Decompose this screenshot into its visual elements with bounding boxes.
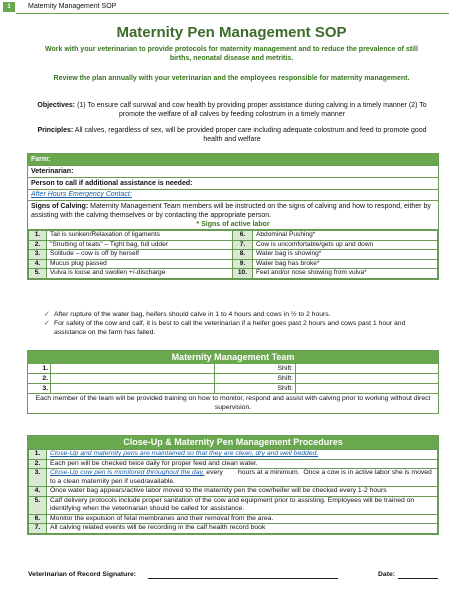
review-text: Review the plan annually with your veterinarian and the employees responsible for maternity management. — [53, 75, 410, 82]
sign-number: 10. — [232, 269, 252, 279]
procedure-row — [29, 450, 438, 460]
team-section — [27, 350, 439, 414]
sign-text: Tail is sunken/Relaxation of ligaments — [47, 231, 233, 241]
sign-number: 9. — [232, 259, 252, 269]
signs-text: Maternity Management Team members will be instructed on the signs of calving and how to respond, either by assisting with the calving themselves or by contacting the appropriate person. — [31, 203, 431, 219]
procedures-section — [27, 435, 439, 535]
objectives — [30, 101, 434, 119]
calving-timing-notes — [44, 311, 434, 338]
procedure-text: Monitor the expulsion of fetal membranes and their removal from the area. — [50, 514, 274, 522]
procedure-number: 6. — [29, 514, 47, 524]
procedure-text-cell — [47, 496, 438, 514]
team-note: Each member of the team will be provided training on how to monitor, respond and assist with calving prior to working without direct supervision. — [35, 395, 431, 411]
sign-number: 8. — [232, 250, 252, 260]
date-field[interactable] — [398, 578, 438, 579]
procedure-text: every hours at a minimum. Once a cow is in active labor she is moved to a clean maternity pen if used/available. — [50, 469, 434, 485]
procedure-number: 7. — [29, 524, 47, 534]
signs-row — [29, 250, 438, 260]
team-row-number: 1. — [42, 365, 48, 372]
procedure-number: 2. — [29, 459, 47, 469]
procedure-text: Once water bag appears/active labor moved to the maternity pen the cow/heifer will be checked every 1-2 hours — [50, 487, 387, 494]
signs-table — [28, 230, 438, 279]
shift-label: Shift: — [277, 375, 293, 382]
after-hours-field[interactable] — [28, 190, 438, 201]
team-member-row — [28, 364, 438, 374]
sign-text: Abdominal Pushing* — [252, 231, 437, 241]
team-member-row — [28, 374, 438, 384]
principles-label: Principles: — [37, 127, 74, 134]
sign-text: Cow is uncomfortable/gets up and down — [252, 240, 437, 250]
page-header — [0, 0, 463, 14]
team-row-number: 3. — [42, 385, 48, 392]
principles — [30, 126, 434, 144]
procedure-text-cell — [47, 450, 438, 460]
shift-label: Shift: — [277, 385, 293, 392]
sign-number: 7. — [232, 240, 252, 250]
sign-number: 6. — [232, 231, 252, 241]
sign-number: 5. — [29, 269, 47, 279]
signs-row — [29, 231, 438, 241]
procedure-text-cell — [47, 514, 438, 524]
signs-row — [29, 240, 438, 250]
header-rule — [16, 13, 449, 14]
sign-number: 2. — [29, 240, 47, 250]
procedure-row — [29, 459, 438, 469]
team-row-number: 2. — [42, 375, 48, 382]
after-hours-link[interactable]: After Hours Emergency Contact: — [31, 191, 132, 198]
sign-text: Feet and/or nose showing from vulva* — [252, 269, 437, 279]
farm-field[interactable] — [28, 154, 438, 166]
signs-of-calving — [28, 201, 438, 230]
procedure-link[interactable]: Close-Up cow pen is monitored throughout the day, — [50, 469, 205, 476]
assistance-label: Person to call if additional assistance is needed: — [31, 180, 193, 187]
procedure-number: 5. — [29, 496, 47, 514]
active-labor-caption: * Signs of active labor — [196, 221, 270, 228]
page-title: Maternity Pen Management SOP — [116, 24, 347, 41]
veterinarian-field[interactable] — [28, 166, 438, 178]
sign-text: Vulva is loose and swollen +/-discharge — [47, 269, 233, 279]
procedure-row — [29, 496, 438, 514]
veterinarian-label: Veterinarian: — [31, 168, 74, 175]
shift-field[interactable] — [295, 374, 438, 383]
team-member-name-field[interactable] — [50, 384, 215, 393]
check-icon: ✓ — [44, 320, 50, 327]
procedure-row — [29, 514, 438, 524]
procedure-number: 1. — [29, 450, 47, 460]
procedure-text-cell — [47, 487, 438, 497]
vet-signature-label: Veterinarian of Record Signature: — [28, 571, 137, 578]
sign-number: 1. — [29, 231, 47, 241]
procedure-text-cell — [47, 459, 438, 469]
vet-signature-field[interactable] — [148, 578, 338, 579]
procedure-text: Calf delivery protocols include proper sanitation of the cow and equipment prior to assisting. Employees will be trained on identifying when the veterinarian should be called for assistance. — [50, 496, 417, 512]
header-doc-title: Maternity Management SOP — [28, 3, 117, 10]
sign-number: 3. — [29, 250, 47, 260]
shift-field[interactable] — [295, 384, 438, 393]
farm-box — [27, 153, 439, 280]
procedure-text-cell — [47, 524, 438, 534]
sign-text: Solitude – cow is off by herself — [47, 250, 233, 260]
procedures-title: Close-Up & Maternity Pen Management Procedures — [28, 436, 438, 449]
team-member-name-field[interactable] — [50, 364, 215, 373]
assistance-contact-field[interactable] — [28, 178, 438, 190]
page-number: 1 — [3, 2, 15, 12]
shift-field[interactable] — [295, 364, 438, 373]
team-title: Maternity Management Team — [28, 351, 438, 364]
sign-text: Water bag is showing* — [252, 250, 437, 260]
procedure-link[interactable]: Close-Up and maternity pens are maintained so that they are clean, dry and well bedded. — [50, 450, 319, 457]
objectives-text: (1) To ensure calf survival and cow health by providing proper assistance during calving in a timely manner (2) To promote the welfare of all calves by feeding colostrum in a timely manner — [77, 102, 427, 118]
principles-text: All calves, regardless of sex, will be provided proper care including adequate colostrum and feed to promote good health and welfare — [74, 127, 427, 143]
sign-number: 4. — [29, 259, 47, 269]
procedure-number: 3. — [29, 469, 47, 487]
shift-label: Shift: — [277, 365, 293, 372]
procedure-text: Each pen will be checked twice daily for proper feed and clean water. — [50, 459, 258, 467]
sign-text: Water bag has broke* — [252, 259, 437, 269]
procedure-text: All calving related events will be recording in the calf health record book — [50, 524, 266, 531]
intro-text: Work with your veterinarian to provide protocols for maternity management and to reduce the prevalence of still births, neonatal disease and metritis. — [45, 46, 418, 62]
objectives-label: Objectives: — [37, 102, 76, 109]
procedure-row — [29, 487, 438, 497]
procedures-table — [28, 449, 438, 534]
check-icon: ✓ — [44, 311, 50, 318]
sign-text: "Strutting of teats" – Tight bag, full udder — [47, 240, 233, 250]
team-member-name-field[interactable] — [50, 374, 215, 383]
signs-row — [29, 259, 438, 269]
procedure-number: 4. — [29, 487, 47, 497]
sign-text: Mucus plug passed — [47, 259, 233, 269]
signs-label: Signs of Calving: — [31, 203, 89, 210]
farm-label: Farm: — [31, 156, 51, 163]
bullet-item: ✓ After rupture of the water bag, heifers should calve in 1 to 4 hours and cows in ½ to 2 hours. — [44, 311, 331, 318]
procedure-row — [29, 524, 438, 534]
procedure-row — [29, 469, 438, 487]
signs-row — [29, 269, 438, 279]
team-member-row — [28, 384, 438, 394]
procedure-text-cell — [47, 469, 438, 487]
bullet-item: ✓ For safety of the cow and calf, it is best to call the veterinarian if a heifer goes past 2 hours and cows past 1 hour and assistance on the farm has failed. — [44, 320, 406, 336]
date-label: Date: — [378, 571, 395, 578]
